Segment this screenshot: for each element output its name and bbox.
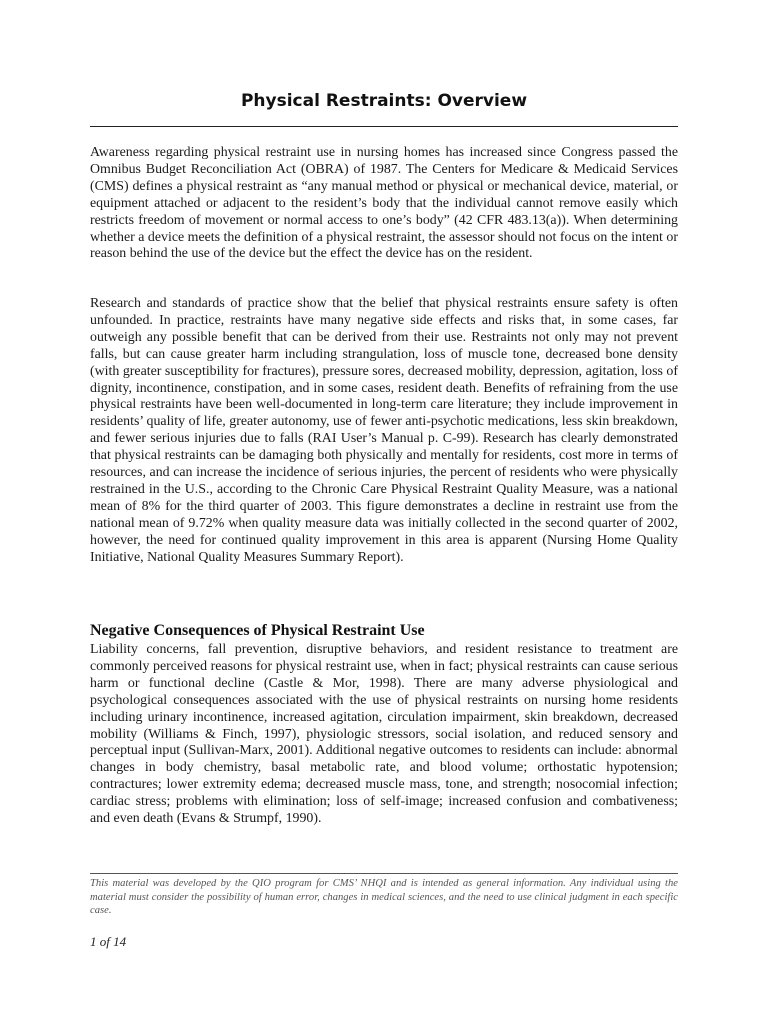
page-number: 1 of 14 <box>90 934 127 949</box>
section-body-paragraph: Liability concerns, fall prevention, disruptive behaviors, and resident resistance to treatment are commonly perceived reasons for physical restraint use, when in fact; physical restraints can cause serious harm or functional decline (Castle & Mor, 1998). There are many adverse physiological and psychological consequences associated with the use of physical restraints on nursing home residents including urinary incontinence, increased agitation, circulation impairment, skin breakdown, decreased mobility (Williams & Finch, 1997), physiologic stressors, social isolation, and reduced sensory and perceptual input (Sullivan-Marx, 2001). Additional negative outcomes to residents can include: abnormal changes in body chemistry, basal metabolic rate, and blood volume; orthostatic hypotension; contractures; lower extremity edema; decreased muscle mass, tone, and strength; nosocomial infection; cardiac stress; problems with elimination; loss of self-image; increased confusion and combativeness; and even death (Evans & Strumpf, 1990). <box>90 642 678 827</box>
title-divider <box>90 126 678 127</box>
page-title: Physical Restraints: Overview <box>240 91 528 111</box>
footer-divider <box>90 873 678 874</box>
intro-paragraph: Awareness regarding physical restraint use in nursing homes has increased since Congress passed the Omnibus Budget Reconciliation Act (OBRA) of 1987. The Centers for Medicare & Medicaid Services (CMS) defines a physical restraint as “any manual method or physical or mechanical device, material, or equipment attached or adjacent to the resident’s body that the individual cannot remove easily which restricts freedom of movement or normal access to one’s body” (42 CFR 483.13(a)). When determining whether a device meets the definition of a physical restraint, the assessor should not focus on the intent or reason behind the use of the device but the effect the device has on the resident. <box>90 145 678 262</box>
section-heading: Negative Consequences of Physical Restraint Use <box>90 622 425 639</box>
research-paragraph: Research and standards of practice show that the belief that physical restraints ensure safety is often unfounded. In practice, restraints have many negative side effects and risks that, in some cases, far outweigh any possible benefit that can be derived from their use. Restraints not only may not prevent falls, but can cause greater harm including strangulation, loss of muscle tone, decreased bone density (with greater susceptibility for fractures), pressure sores, decreased mobility, depression, agitation, loss of dignity, incontinence, constipation, and in some cases, resident death. Benefits of refraining from the use physical restraints have been well-documented in long-term care literature; they include improvement in residents’ quality of life, greater autonomy, use of fewer anti-psychotic medications, less skin breakdown, and fewer serious injuries due to falls (RAI User’s Manual p. C-99). Research has clearly demonstrated that physical restraints can be damaging both physically and mentally for residents, cost more in terms of resources, and can increase the incidence of serious injuries, the percent of residents who were physically restrained in the U.S., according to the Chronic Care Physical Restraint Quality Measure, was a national mean of 8% for the third quarter of 2003. This figure demonstrates a decline in restraint use from the national mean of 9.72% when quality measure data was initially collected in the second quarter of 2002, however, the need for continued quality improvement in this area is apparent (Nursing Home Quality Initiative, National Quality Measures Summary Report). <box>90 296 678 565</box>
footer-disclaimer: This material was developed by the QIO program for CMS’ NHQI and is intended as general information. Any individual using the material must consider the possibility of human error, changes in medical sciences, and the need to use clinical judgment in each specific case. <box>90 878 678 916</box>
